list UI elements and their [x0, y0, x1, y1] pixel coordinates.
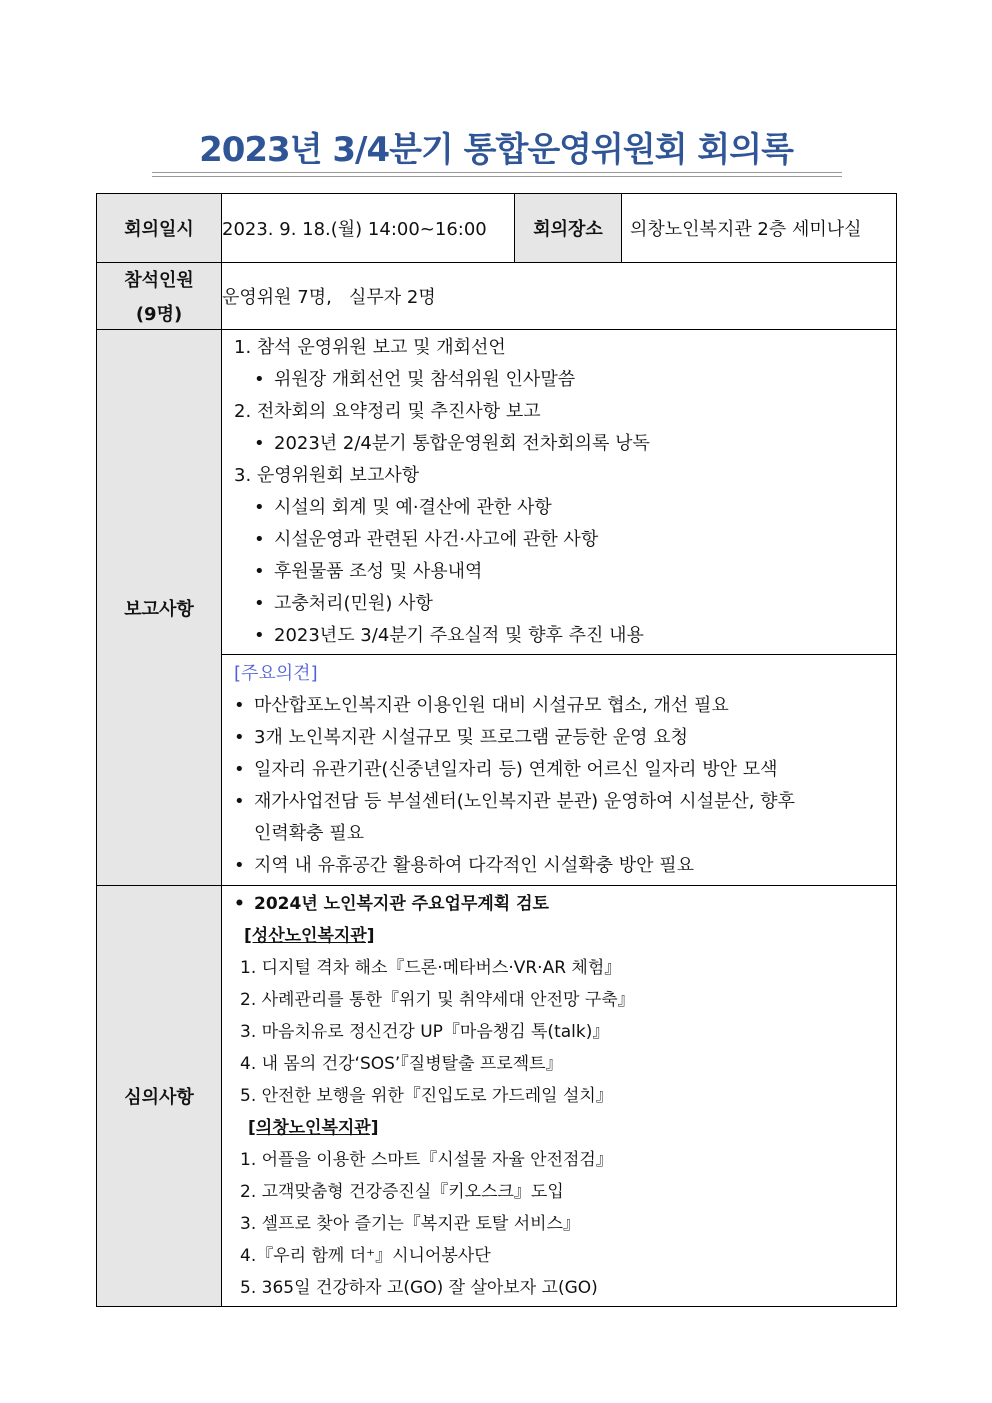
opinion-item: • 마산합포노인복지관 이용인원 대비 시설규모 협소, 개선 필요	[234, 690, 896, 722]
report-subitem: • 2023년 2/4분기 통합운영원회 전차회의록 낭독	[234, 428, 896, 460]
opinion-item: • 재가사업전담 등 부설센터(노인복지관 분관) 운영하여 시설분산, 향후	[234, 786, 896, 818]
opinions-cell	[222, 655, 897, 886]
review-label: 심의사항	[97, 886, 222, 1307]
review-heading: • 2024년 노인복지관 주요업무계획 검토	[234, 888, 896, 920]
attendees-label-line1: 참석인원	[124, 270, 194, 291]
report-label: 보고사항	[97, 330, 222, 886]
report-subitem: • 위원장 개회선언 및 참석위원 인사말씀	[234, 364, 896, 396]
plan-item: 4.『우리 함께 더⁺』시니어봉사단	[240, 1246, 491, 1266]
opinion-item-continued: 인력확충 필요	[254, 823, 365, 844]
center-name-uichang: [의창노인복지관]	[248, 1118, 379, 1138]
report-item: 2. 전차회의 요약정리 및 추진사항 보고	[234, 401, 541, 422]
attendees-label	[97, 263, 222, 330]
meeting-place-label: 회의장소	[515, 194, 622, 263]
report-subitem: • 시설운영과 관련된 사건·사고에 관한 사항	[234, 524, 896, 556]
plan-item: 4. 내 몸의 건강‘SOS’『질병탈출 프로젝트』	[240, 1054, 563, 1074]
meeting-date-label: 회의일시	[97, 194, 222, 263]
report-subitem: • 후원물품 조성 및 사용내역	[234, 556, 896, 588]
meeting-place-value: 의창노인복지관 2층 세미나실	[622, 194, 897, 263]
attendees-label-line2: (9명)	[135, 304, 183, 325]
meeting-date-row	[97, 194, 897, 263]
report-subitem: • 고충처리(민원) 사항	[234, 588, 896, 620]
plan-item: 3. 마음치유로 정신건강 UP『마음챙김 톡(talk)』	[240, 1022, 610, 1042]
attendees-value: 운영위원 7명, 실무자 2명	[222, 263, 897, 330]
review-cell	[222, 886, 897, 1307]
plan-item: 2. 고객맞춤형 건강증진실『키오스크』도입	[240, 1182, 564, 1202]
attendees-row	[97, 263, 897, 330]
plan-item: 5. 365일 건강하자 고(GO) 잘 살아보자 고(GO)	[240, 1278, 598, 1298]
opinion-item: • 일자리 유관기관(신중년일자리 등) 연계한 어르신 일자리 방안 모색	[234, 754, 896, 786]
title-underline	[152, 172, 842, 173]
report-row	[97, 330, 897, 655]
plan-item: 1. 디지털 격차 해소『드론·메타버스·VR·AR 체험』	[240, 958, 622, 978]
report-item: 3. 운영위원회 보고사항	[234, 465, 420, 486]
plan-item: 3. 셀프로 찾아 즐기는『복지관 토탈 서비스』	[240, 1214, 580, 1234]
opinion-item: • 지역 내 유휴공간 활용하여 다각적인 시설확충 방안 필요	[234, 850, 896, 882]
review-row	[97, 886, 897, 1307]
document-title: 2023년 3/4분기 통합운영위원회 회의록	[199, 130, 793, 170]
report-items-cell	[222, 330, 897, 655]
title-underline-second	[152, 176, 842, 177]
opinion-item: • 3개 노인복지관 시설규모 및 프로그램 균등한 운영 요청	[234, 722, 896, 754]
report-item: 1. 참석 운영위원 보고 및 개회선언	[234, 337, 506, 358]
plan-item: 2. 사례관리를 통한『위기 및 취약세대 안전망 구축』	[240, 990, 635, 1010]
plan-item: 1. 어플을 이용한 스마트『시설물 자율 안전점검』	[240, 1150, 613, 1170]
report-subitem: • 2023년도 3/4분기 주요실적 및 향후 추진 내용	[234, 620, 896, 652]
minutes-table	[96, 193, 897, 1307]
plan-item: 5. 안전한 보행을 위한『진입도로 가드레일 설치』	[240, 1086, 613, 1106]
meeting-date-value: 2023. 9. 18.(월) 14:00~16:00	[222, 194, 515, 263]
center-name-seongsan: [성산노인복지관]	[244, 926, 375, 946]
opinions-heading: [주요의견]	[234, 663, 318, 684]
report-subitem: • 시설의 회계 및 예·결산에 관한 사항	[234, 492, 896, 524]
